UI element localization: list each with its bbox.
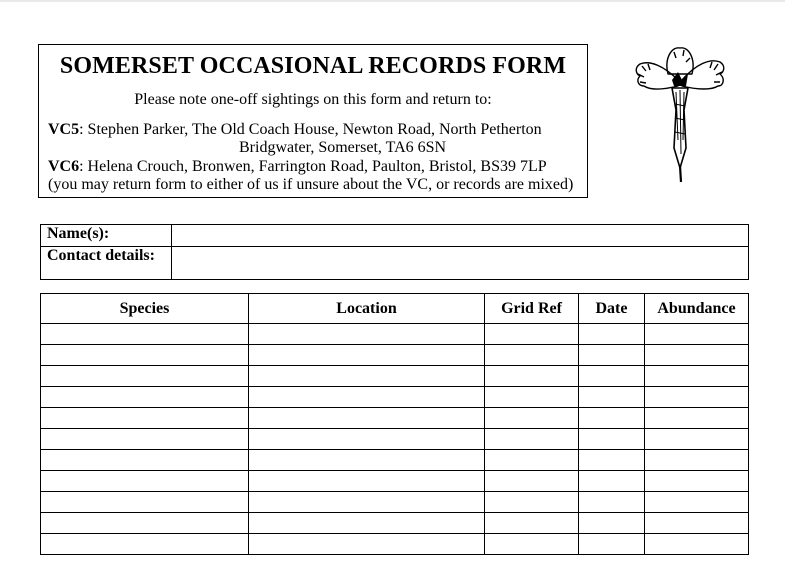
- abundance-cell[interactable]: [645, 492, 749, 513]
- species-cell[interactable]: [41, 324, 249, 345]
- grid-ref-cell[interactable]: [485, 450, 579, 471]
- abundance-cell[interactable]: [645, 408, 749, 429]
- location-cell[interactable]: [249, 387, 485, 408]
- vc6-line: [48, 158, 547, 176]
- species-cell[interactable]: [41, 492, 249, 513]
- species-cell[interactable]: [41, 450, 249, 471]
- grid-ref-cell[interactable]: [485, 324, 579, 345]
- col-species: Species: [41, 294, 249, 324]
- date-cell[interactable]: [579, 345, 645, 366]
- date-cell[interactable]: [579, 429, 645, 450]
- species-cell[interactable]: [41, 534, 249, 555]
- location-cell[interactable]: [249, 534, 485, 555]
- return-note: Please note one-off sightings on this form and return to:: [134, 91, 492, 108]
- location-cell[interactable]: [249, 345, 485, 366]
- form-title: SOMERSET OCCASIONAL RECORDS FORM: [59, 53, 567, 79]
- date-cell[interactable]: [579, 450, 645, 471]
- abundance-cell[interactable]: [645, 324, 749, 345]
- table-row: [41, 387, 749, 408]
- vc-note: (you may return form to either of us if unsure about the VC, or records are mixed): [48, 176, 574, 193]
- records-body: [41, 324, 749, 555]
- table-row: [41, 429, 749, 450]
- location-cell[interactable]: [249, 513, 485, 534]
- grid-ref-cell[interactable]: [485, 387, 579, 408]
- location-cell[interactable]: [249, 324, 485, 345]
- abundance-cell[interactable]: [645, 534, 749, 555]
- abundance-cell[interactable]: [645, 513, 749, 534]
- col-grid-ref: Grid Ref: [485, 294, 579, 324]
- records-table: [40, 293, 749, 555]
- abundance-cell[interactable]: [645, 366, 749, 387]
- species-cell[interactable]: [41, 345, 249, 366]
- grid-ref-cell[interactable]: [485, 366, 579, 387]
- grid-ref-cell[interactable]: [485, 492, 579, 513]
- grid-ref-cell[interactable]: [485, 345, 579, 366]
- col-abundance: Abundance: [645, 294, 749, 324]
- location-cell[interactable]: [249, 471, 485, 492]
- contact-field[interactable]: [172, 247, 749, 280]
- location-cell[interactable]: [249, 366, 485, 387]
- grid-ref-cell[interactable]: [485, 513, 579, 534]
- vc5-label: VC5: [48, 121, 80, 138]
- vc6-label: VC6: [48, 158, 80, 175]
- location-cell[interactable]: [249, 408, 485, 429]
- table-row: [41, 324, 749, 345]
- location-cell[interactable]: [249, 429, 485, 450]
- vc6-address: : Helena Crouch, Bronwen, Farrington Road, Paulton, Bristol, BS39 7LP: [79, 158, 547, 175]
- table-row: [41, 513, 749, 534]
- vc5-address: : Stephen Parker, The Old Coach House, Newton Road, North Petherton: [79, 121, 542, 138]
- species-cell[interactable]: [41, 387, 249, 408]
- vc5-address-cont: Bridgwater, Somerset, TA6 6SN: [239, 139, 447, 156]
- flower-icon: [628, 44, 732, 184]
- table-row: [41, 471, 749, 492]
- table-row: [41, 534, 749, 555]
- location-cell[interactable]: [249, 492, 485, 513]
- date-cell[interactable]: [579, 471, 645, 492]
- date-cell[interactable]: [579, 366, 645, 387]
- table-row: [41, 366, 749, 387]
- date-cell[interactable]: [579, 534, 645, 555]
- species-cell[interactable]: [41, 471, 249, 492]
- species-cell[interactable]: [41, 513, 249, 534]
- col-location: Location: [249, 294, 485, 324]
- name-label: Name(s):: [41, 225, 172, 247]
- grid-ref-cell[interactable]: [485, 429, 579, 450]
- abundance-cell[interactable]: [645, 429, 749, 450]
- vc5-line: [48, 121, 542, 139]
- table-row: [41, 345, 749, 366]
- table-row: [41, 492, 749, 513]
- date-cell[interactable]: [579, 513, 645, 534]
- species-cell[interactable]: [41, 366, 249, 387]
- species-cell[interactable]: [41, 429, 249, 450]
- col-date: Date: [579, 294, 645, 324]
- table-row: [41, 450, 749, 471]
- location-cell[interactable]: [249, 450, 485, 471]
- contact-table: [40, 224, 749, 280]
- abundance-cell[interactable]: [645, 387, 749, 408]
- date-cell[interactable]: [579, 492, 645, 513]
- date-cell[interactable]: [579, 408, 645, 429]
- date-cell[interactable]: [579, 324, 645, 345]
- abundance-cell[interactable]: [645, 471, 749, 492]
- header-box: [38, 44, 588, 198]
- grid-ref-cell[interactable]: [485, 534, 579, 555]
- abundance-cell[interactable]: [645, 345, 749, 366]
- table-row: [41, 408, 749, 429]
- contact-label: Contact details:: [41, 247, 172, 280]
- grid-ref-cell[interactable]: [485, 408, 579, 429]
- species-cell[interactable]: [41, 408, 249, 429]
- name-field[interactable]: [172, 225, 749, 247]
- grid-ref-cell[interactable]: [485, 471, 579, 492]
- abundance-cell[interactable]: [645, 450, 749, 471]
- date-cell[interactable]: [579, 387, 645, 408]
- page-top-edge: [0, 0, 785, 2]
